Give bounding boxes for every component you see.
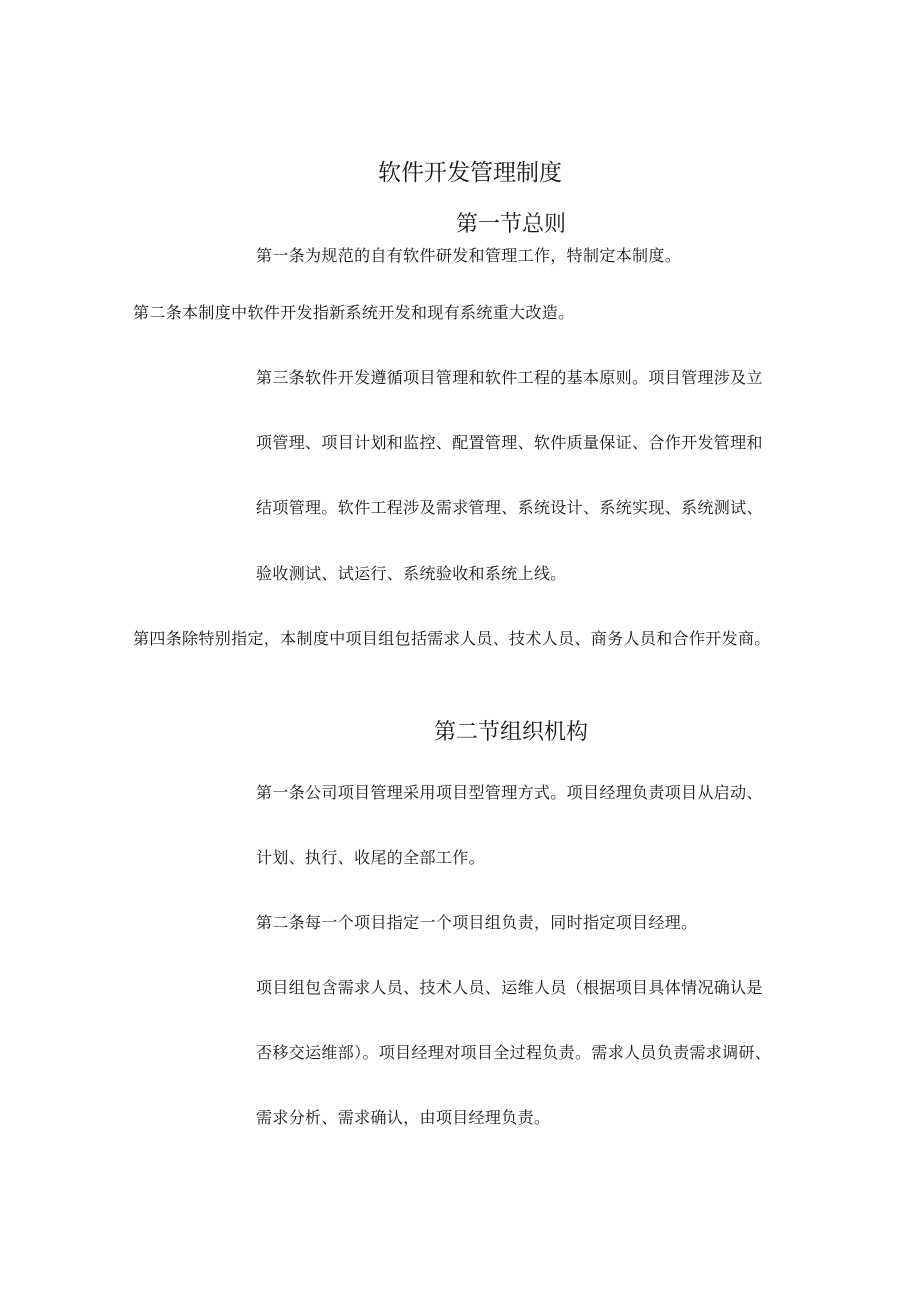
- document-title: 软件开发管理制度: [378, 160, 562, 186]
- paragraph-line: 需求分析、需求确认，由项目经理负责。: [256, 1108, 551, 1127]
- section-heading-general: 第一节总则: [455, 212, 566, 237]
- paragraph-line: 验收测试、试运行、系统验收和系统上线。: [256, 564, 567, 583]
- paragraph-line: 第三条软件开发遵循项目管理和软件工程的基本原则。项目管理涉及立: [256, 368, 763, 387]
- paragraph-line: 第四条除特别指定，本制度中项目组包括需求人员、技术人员、商务人员和合作开发商。: [133, 629, 771, 648]
- section-heading-organization: 第二节组织机构: [433, 720, 588, 745]
- paragraph-line: 否移交运维部）。项目经理对项目全过程负责。需求人员负责需求调研、: [256, 1043, 772, 1062]
- paragraph-line: 计划、执行、收尾的全部工作。: [256, 848, 485, 867]
- paragraph-line: 第一条为规范的自有软件研发和管理工作，特制定本制度。: [256, 246, 682, 265]
- paragraph-line: 项目组包含需求人员、技术人员、运维人员（根据项目具体情况确认是: [256, 978, 763, 997]
- paragraph-line: 第二条每一个项目指定一个项目组负责，同时指定项目经理。: [256, 913, 698, 932]
- paragraph-line: 结项管理。软件工程涉及需求管理、系统设计、系统实现、系统测试、: [256, 498, 763, 517]
- paragraph-line: 项管理、项目计划和监控、配置管理、软件质量保证、合作开发管理和: [256, 433, 763, 452]
- paragraph-line: 第一条公司项目管理采用项目型管理方式。项目经理负责项目从启动、: [256, 783, 763, 802]
- paragraph-line: 第二条本制度中软件开发指新系统开发和现有系统重大改造。: [133, 303, 575, 322]
